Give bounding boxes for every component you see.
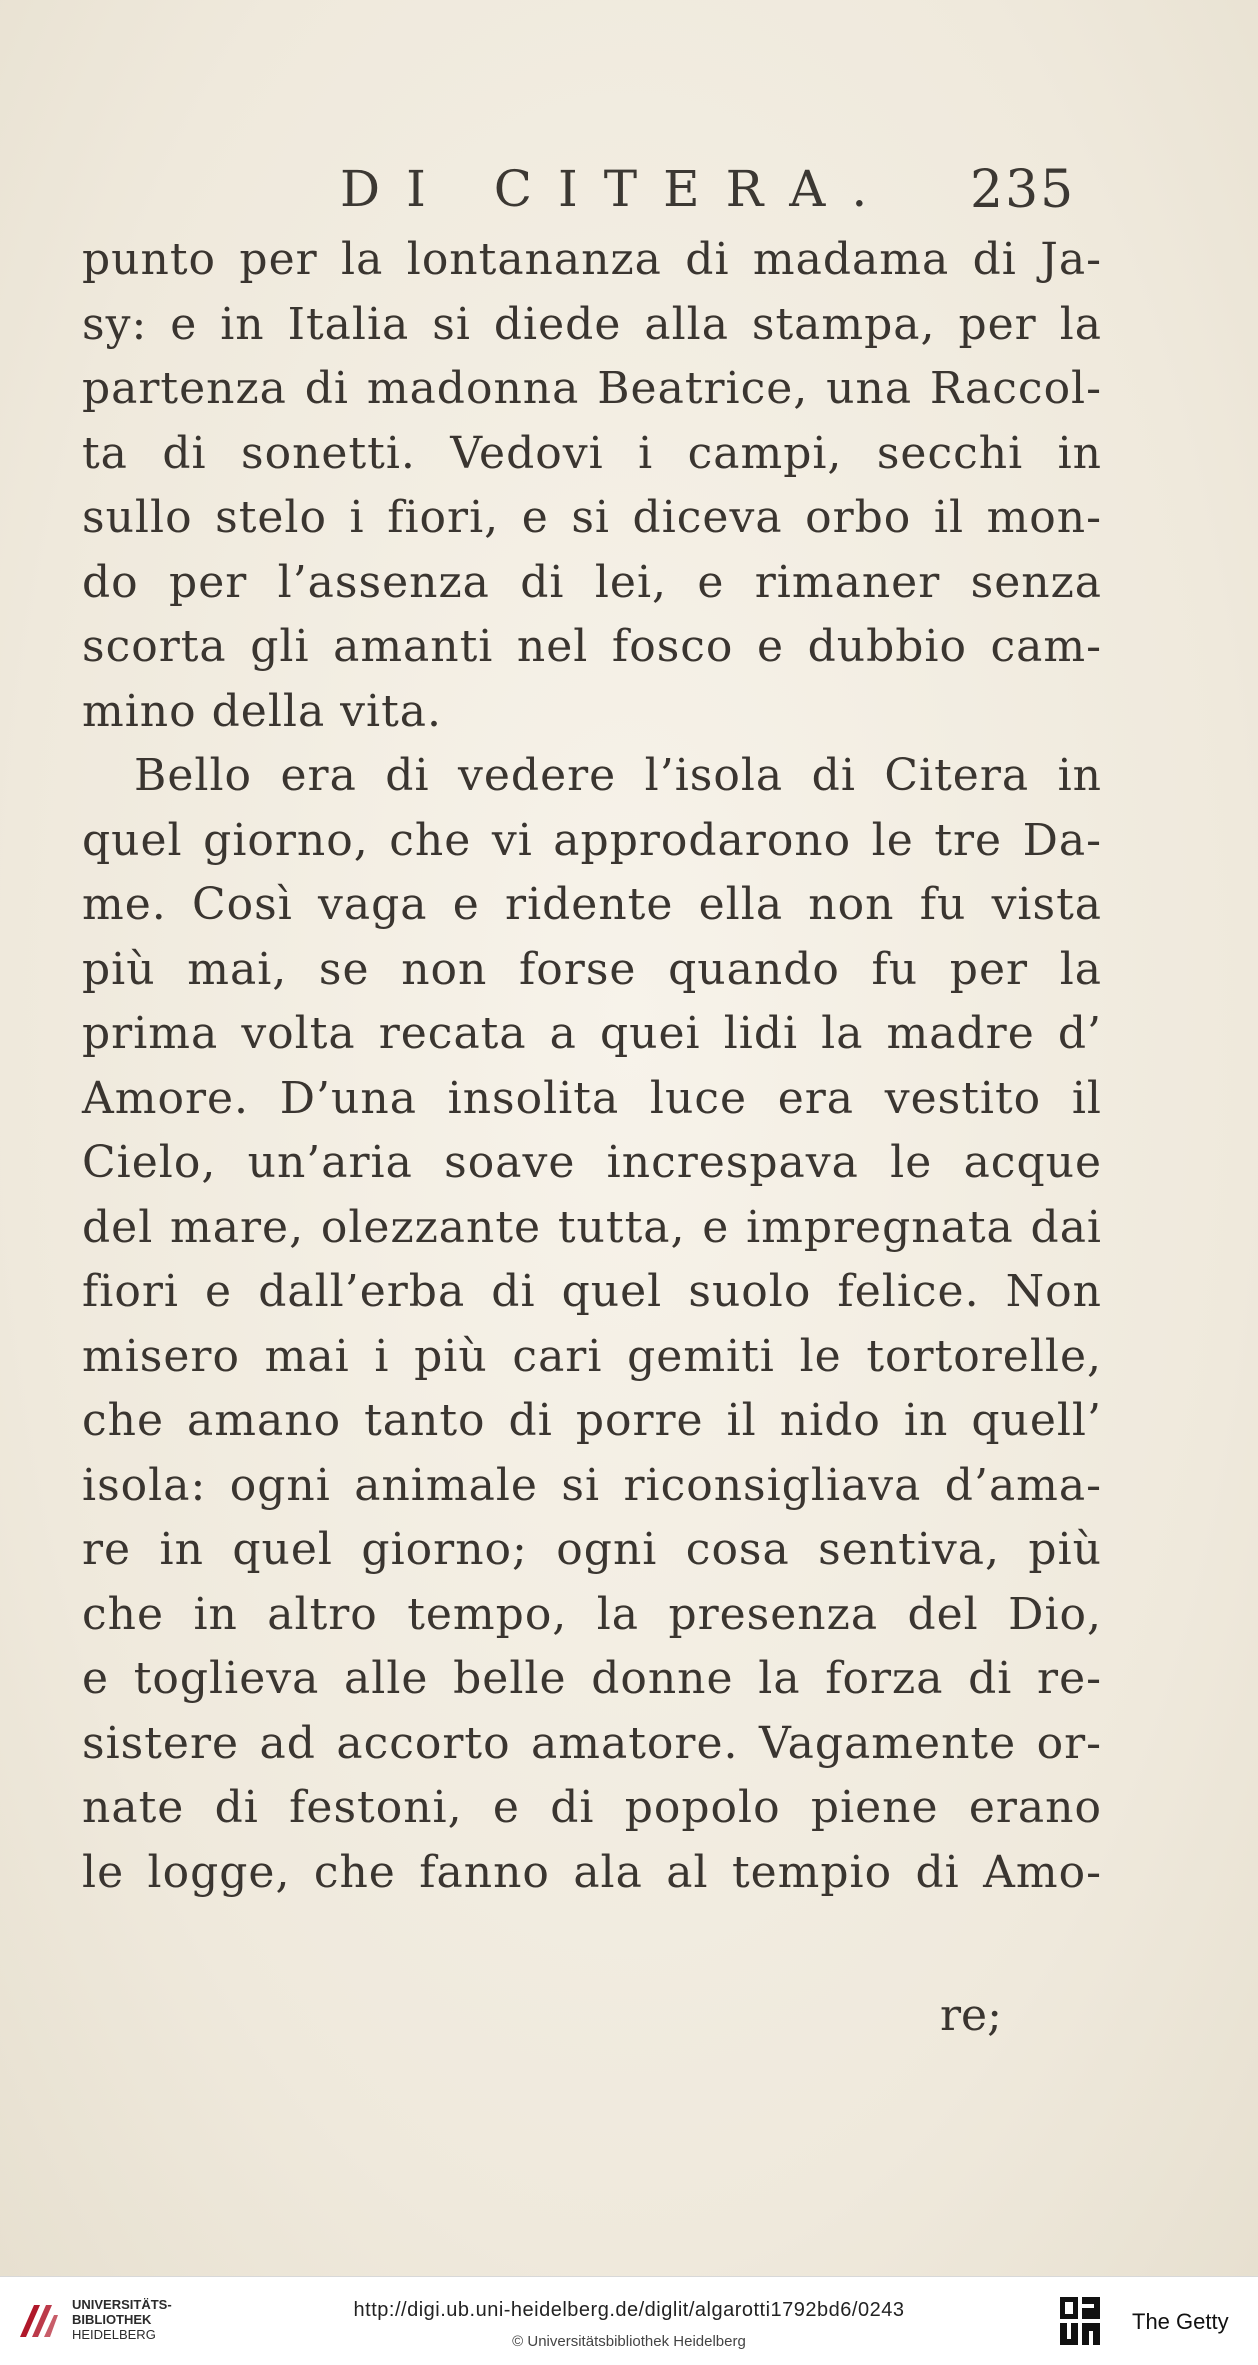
running-title: DI CITERA. — [340, 160, 894, 218]
catchword: re; — [940, 1990, 1002, 2041]
copyright-notice: © Universitätsbibliothek Heidelberg — [512, 2333, 746, 2350]
text-line: nate di festoni, e di popolo piene erano — [82, 1782, 1102, 1833]
text-line: che in altro tempo, la presenza del Dio, — [82, 1588, 1102, 1640]
source-url-link[interactable]: http://digi.ub.uni-heidelberg.de/diglit/algarotti1792bd6/0243 — [353, 2299, 905, 2321]
text-line: Amore. D’una insolita luce era vestito il — [82, 1072, 1102, 1124]
text-line: misero mai i più cari gemiti le tortorelle, — [82, 1330, 1102, 1382]
text-line: Cielo, un’aria soave increspava le acque — [82, 1137, 1102, 1188]
text-line: isola: ogni animale si riconsigliava d’ama- — [82, 1459, 1102, 1511]
text-line: me. Così vaga e ridente ella non fu vista — [82, 879, 1102, 930]
text-line: sy: e in Italia si diede alla stampa, per la — [82, 298, 1102, 350]
text-line: e toglieva alle belle donne la forza di re- — [82, 1653, 1102, 1704]
text-line: scorta gli amanti nel fosco e dubbio cam- — [82, 621, 1102, 672]
text-line: Bello era di vedere l’isola di Citera in — [134, 750, 1102, 801]
text-line: sistere ad accorto amatore. Vagamente or- — [82, 1717, 1102, 1769]
partner-name: The Getty — [1132, 2309, 1229, 2334]
text-line: partenza di madonna Beatrice, una Raccol- — [82, 363, 1102, 414]
text-line: le logge, che fanno ala al tempio di Amo- — [82, 1846, 1102, 1898]
text-line: prima volta recata a quei lidi la madre d’ — [82, 1008, 1102, 1059]
footer-bar — [0, 2276, 1258, 2365]
text-line: quel giorno, che vi approdarono le tre Da- — [82, 814, 1102, 866]
text-line: fiori e dall’erba di quel suolo felice. Non — [82, 1266, 1102, 1317]
text-line: punto per la lontananza di madama di Ja- — [82, 234, 1102, 285]
text-line: del mare, olezzante tutta, e impregnata dai — [82, 1201, 1102, 1253]
library-name-line: BIBLIOTHEK — [72, 2312, 152, 2327]
library-name-line: UNIVERSITÄTS- — [72, 2297, 172, 2312]
page-header — [0, 160, 1258, 220]
text-line: più mai, se non forse quando fu per la — [82, 943, 1102, 995]
text-line: mino della vita. — [82, 685, 443, 737]
page-number: 235 — [970, 160, 1076, 220]
library-name-line: HEIDELBERG — [72, 2327, 156, 2342]
text-line: sullo stelo i fiori, e si diceva orbo il mon- — [82, 492, 1102, 543]
getty-logo-icon — [1058, 2295, 1104, 2347]
text-line: che amano tanto di porre il nido in quell’ — [82, 1395, 1102, 1446]
text-line: ta di sonetti. Vedovi i campi, secchi in — [82, 427, 1102, 479]
text-line: do per l’assenza di lei, e rimaner senza — [82, 556, 1102, 608]
body-text — [82, 228, 1102, 1905]
text-line: re in quel giorno; ogni cosa sentiva, più — [82, 1524, 1102, 1575]
